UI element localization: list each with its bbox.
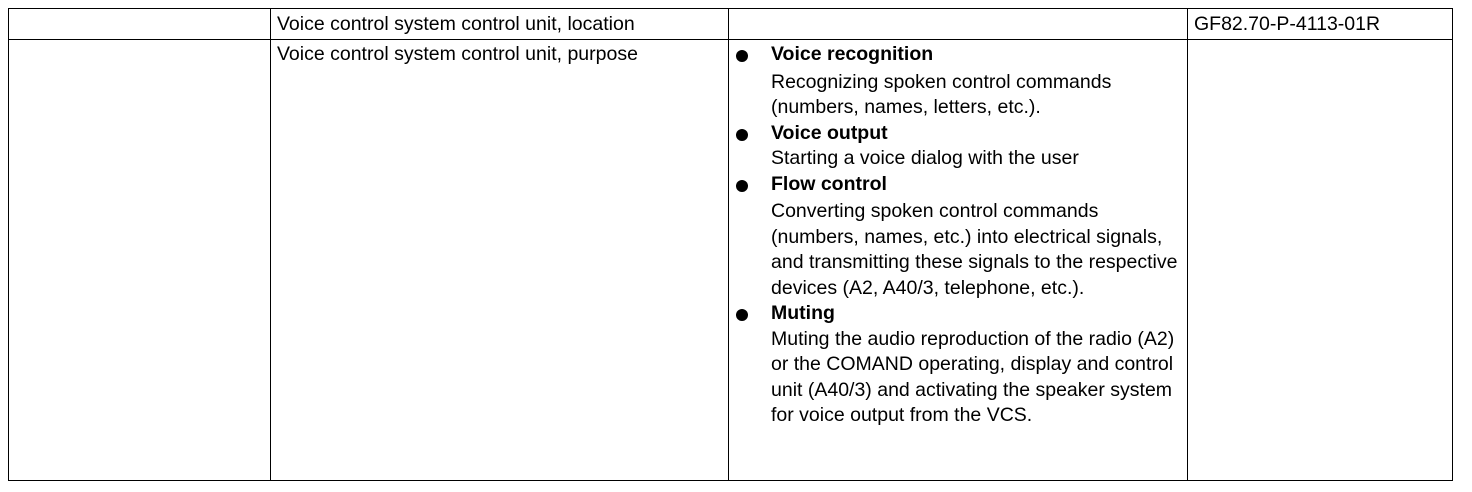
- bullet-icon: [735, 121, 771, 172]
- bullet-icon: [735, 172, 771, 302]
- item-description: Recognizing spoken control commands (numbers, names, letters, etc.).: [771, 70, 1112, 118]
- document-table: [8, 8, 1453, 481]
- row-label-location: Voice control system control unit, location: [271, 9, 729, 40]
- item-title: Flow control: [771, 172, 887, 195]
- table-row: [9, 40, 1453, 481]
- list-item: [735, 42, 1181, 121]
- list-item: [735, 301, 1181, 429]
- table-row: [9, 9, 1453, 40]
- bullet-icon: [735, 42, 771, 121]
- reference-cell: [1188, 40, 1453, 481]
- bullet-icon: [735, 301, 771, 429]
- list-item: [735, 172, 1181, 302]
- item-description: Converting spoken control commands (numbers, names, etc.) into electrical signals, and transmitting these signals to the respective devices (A2, A40/3, telephone, etc.).: [771, 200, 1178, 299]
- item-title: Voice recognition: [771, 43, 934, 65]
- item-description: Starting a voice dialog with the user: [771, 147, 1079, 169]
- item-description: Muting the audio reproduction of the radio (A2) or the COMAND operating, display and control unit (A40/3) and activating the speaker system for voice output from the VCS.: [771, 327, 1175, 426]
- empty-cell: [9, 40, 271, 481]
- empty-cell: [9, 9, 271, 40]
- item-title: Voice output: [771, 121, 888, 144]
- purpose-list: [735, 42, 1181, 429]
- details-cell: [729, 9, 1188, 40]
- item-title: Muting: [771, 302, 835, 324]
- row-label-purpose: Voice control system control unit, purpose: [271, 40, 729, 481]
- details-cell: [729, 40, 1188, 481]
- reference-code: GF82.70-P-4113-01R: [1188, 9, 1453, 40]
- list-item: [735, 121, 1181, 172]
